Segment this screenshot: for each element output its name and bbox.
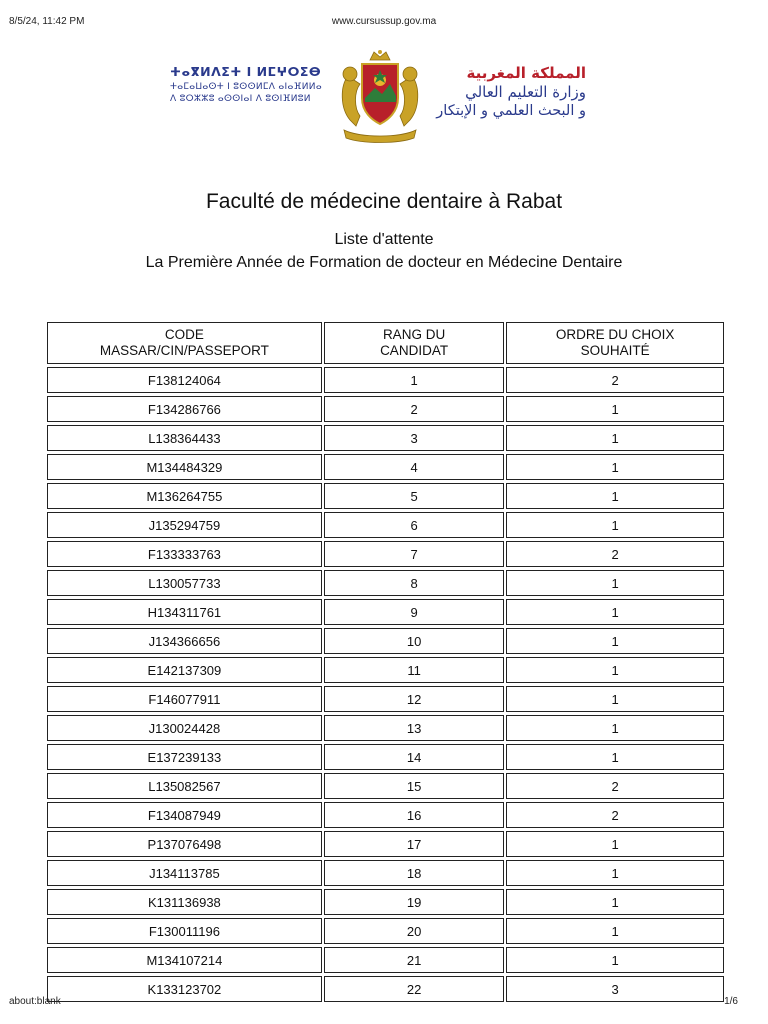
cell-code: J134113785 bbox=[47, 860, 322, 886]
header-choice-line-1: ORDRE DU CHOIX bbox=[555, 327, 675, 342]
cell-code: J130024428 bbox=[47, 715, 322, 741]
cell-rank: 20 bbox=[324, 918, 505, 944]
cell-code: E137239133 bbox=[47, 744, 322, 770]
table-row bbox=[47, 918, 724, 944]
table-row bbox=[47, 947, 724, 973]
cell-code: K131136938 bbox=[47, 889, 322, 915]
cell-choice: 1 bbox=[506, 570, 724, 596]
header-choice bbox=[506, 322, 724, 364]
cell-rank: 3 bbox=[324, 425, 505, 451]
cell-rank: 19 bbox=[324, 889, 505, 915]
list-subtitle: Liste d'attente bbox=[334, 231, 434, 248]
cell-code: M134484329 bbox=[47, 454, 322, 480]
table-row bbox=[47, 773, 724, 799]
cell-choice: 1 bbox=[506, 396, 724, 422]
table-row bbox=[47, 425, 724, 451]
cell-rank: 10 bbox=[324, 628, 505, 654]
table-row bbox=[47, 657, 724, 683]
amazigh-line-2: ⵜⴰⵎⴰⵡⴰⵙⵜ ⵏ ⵓⵙⵙⵍⵎⴷ ⴰⵏⴰⴼⵍⵍⴰ bbox=[170, 81, 322, 92]
cell-choice: 1 bbox=[506, 947, 724, 973]
cell-rank: 11 bbox=[324, 657, 505, 683]
cell-rank: 14 bbox=[324, 744, 505, 770]
amazigh-ministry-name bbox=[170, 64, 330, 105]
header-rank bbox=[324, 322, 505, 364]
cell-rank: 8 bbox=[324, 570, 505, 596]
table-row bbox=[47, 715, 724, 741]
cell-choice: 1 bbox=[506, 599, 724, 625]
table-row bbox=[47, 599, 724, 625]
cell-code: F138124064 bbox=[47, 367, 322, 393]
cell-code: J134366656 bbox=[47, 628, 322, 654]
header-code-line-1: CODE bbox=[164, 327, 204, 342]
cell-choice: 2 bbox=[506, 541, 724, 567]
cell-choice: 1 bbox=[506, 512, 724, 538]
cell-choice: 1 bbox=[506, 686, 724, 712]
table-row bbox=[47, 454, 724, 480]
table-row bbox=[47, 889, 724, 915]
table-row bbox=[47, 744, 724, 770]
cell-code: F133333763 bbox=[47, 541, 322, 567]
ministry-header-logo bbox=[158, 44, 608, 154]
table-row bbox=[47, 483, 724, 509]
cell-code: F134087949 bbox=[47, 802, 322, 828]
cell-choice: 1 bbox=[506, 831, 724, 857]
page-number: 1/6 bbox=[724, 996, 738, 1007]
cell-code: M136264755 bbox=[47, 483, 322, 509]
header-choice-line-2: SOUHAITÉ bbox=[580, 343, 650, 358]
cell-choice: 2 bbox=[506, 802, 724, 828]
program-subtitle: La Première Année de Formation de docteur en Médecine Dentaire bbox=[145, 254, 623, 271]
arabic-line-3: و البحث العلمي و الإبتكار bbox=[436, 102, 586, 119]
table-row bbox=[47, 367, 724, 393]
cell-rank: 2 bbox=[324, 396, 505, 422]
cell-code: F130011196 bbox=[47, 918, 322, 944]
cell-choice: 3 bbox=[506, 976, 724, 1002]
cell-rank: 6 bbox=[324, 512, 505, 538]
arabic-ministry-name bbox=[426, 64, 586, 120]
cell-code: L135082567 bbox=[47, 773, 322, 799]
table-row bbox=[47, 512, 724, 538]
cell-choice: 1 bbox=[506, 628, 724, 654]
cell-choice: 1 bbox=[506, 889, 724, 915]
amazigh-line-1: ⵜⴰⴳⵍⴷⵉⵜ ⵏ ⵍⵎⵖⵔⵉⴱ bbox=[170, 64, 322, 79]
cell-choice: 1 bbox=[506, 918, 724, 944]
coat-of-arms-icon bbox=[330, 46, 430, 146]
cell-rank: 13 bbox=[324, 715, 505, 741]
amazigh-line-3: ⴷ ⵓⵔⵣⵣⵓ ⴰⵙⵙⵏⴰⵏ ⴷ ⵓⵙⵏⴼⵍⵓⵍ bbox=[170, 94, 311, 105]
cell-code: F134286766 bbox=[47, 396, 322, 422]
cell-code: L130057733 bbox=[47, 570, 322, 596]
cell-rank: 22 bbox=[324, 976, 505, 1002]
cell-code: L138364433 bbox=[47, 425, 322, 451]
table-header-row bbox=[47, 322, 724, 364]
print-footer-url: about:blank bbox=[9, 996, 61, 1007]
cell-choice: 1 bbox=[506, 483, 724, 509]
cell-rank: 15 bbox=[324, 773, 505, 799]
header-code-line-2: MASSAR/CIN/PASSEPORT bbox=[99, 343, 269, 358]
table-row bbox=[47, 831, 724, 857]
cell-code: H134311761 bbox=[47, 599, 322, 625]
cell-code: J135294759 bbox=[47, 512, 322, 538]
waitlist-table bbox=[45, 319, 726, 1005]
cell-rank: 7 bbox=[324, 541, 505, 567]
table-row bbox=[47, 396, 724, 422]
cell-choice: 1 bbox=[506, 715, 724, 741]
cell-rank: 4 bbox=[324, 454, 505, 480]
header-rank-line-1: RANG DU bbox=[382, 327, 446, 342]
print-datetime: 8/5/24, 11:42 PM bbox=[9, 16, 85, 27]
cell-code: E142137309 bbox=[47, 657, 322, 683]
header-code bbox=[47, 322, 322, 364]
cell-code: M134107214 bbox=[47, 947, 322, 973]
header-rank-line-2: CANDIDAT bbox=[380, 343, 449, 358]
cell-choice: 1 bbox=[506, 860, 724, 886]
cell-rank: 12 bbox=[324, 686, 505, 712]
cell-rank: 5 bbox=[324, 483, 505, 509]
table-row bbox=[47, 570, 724, 596]
cell-rank: 18 bbox=[324, 860, 505, 886]
arabic-line-2: وزارة التعليم العالي bbox=[465, 82, 586, 101]
cell-choice: 2 bbox=[506, 773, 724, 799]
table-row bbox=[47, 802, 724, 828]
cell-choice: 1 bbox=[506, 425, 724, 451]
print-url: www.cursussup.gov.ma bbox=[331, 16, 437, 27]
cell-rank: 21 bbox=[324, 947, 505, 973]
cell-choice: 1 bbox=[506, 744, 724, 770]
table-row bbox=[47, 541, 724, 567]
page-title: Faculté de médecine dentaire à Rabat bbox=[205, 190, 563, 213]
table-row bbox=[47, 628, 724, 654]
cell-choice: 1 bbox=[506, 454, 724, 480]
cell-rank: 16 bbox=[324, 802, 505, 828]
cell-rank: 9 bbox=[324, 599, 505, 625]
cell-code: P137076498 bbox=[47, 831, 322, 857]
table-row bbox=[47, 860, 724, 886]
cell-code: K133123702 bbox=[47, 976, 322, 1002]
arabic-line-1: المملكة المغربية bbox=[466, 64, 586, 82]
table-row bbox=[47, 686, 724, 712]
cell-choice: 2 bbox=[506, 367, 724, 393]
print-header bbox=[0, 16, 768, 36]
cell-rank: 17 bbox=[324, 831, 505, 857]
cell-rank: 1 bbox=[324, 367, 505, 393]
cell-code: F146077911 bbox=[47, 686, 322, 712]
print-footer bbox=[0, 996, 768, 1016]
cell-choice: 1 bbox=[506, 657, 724, 683]
